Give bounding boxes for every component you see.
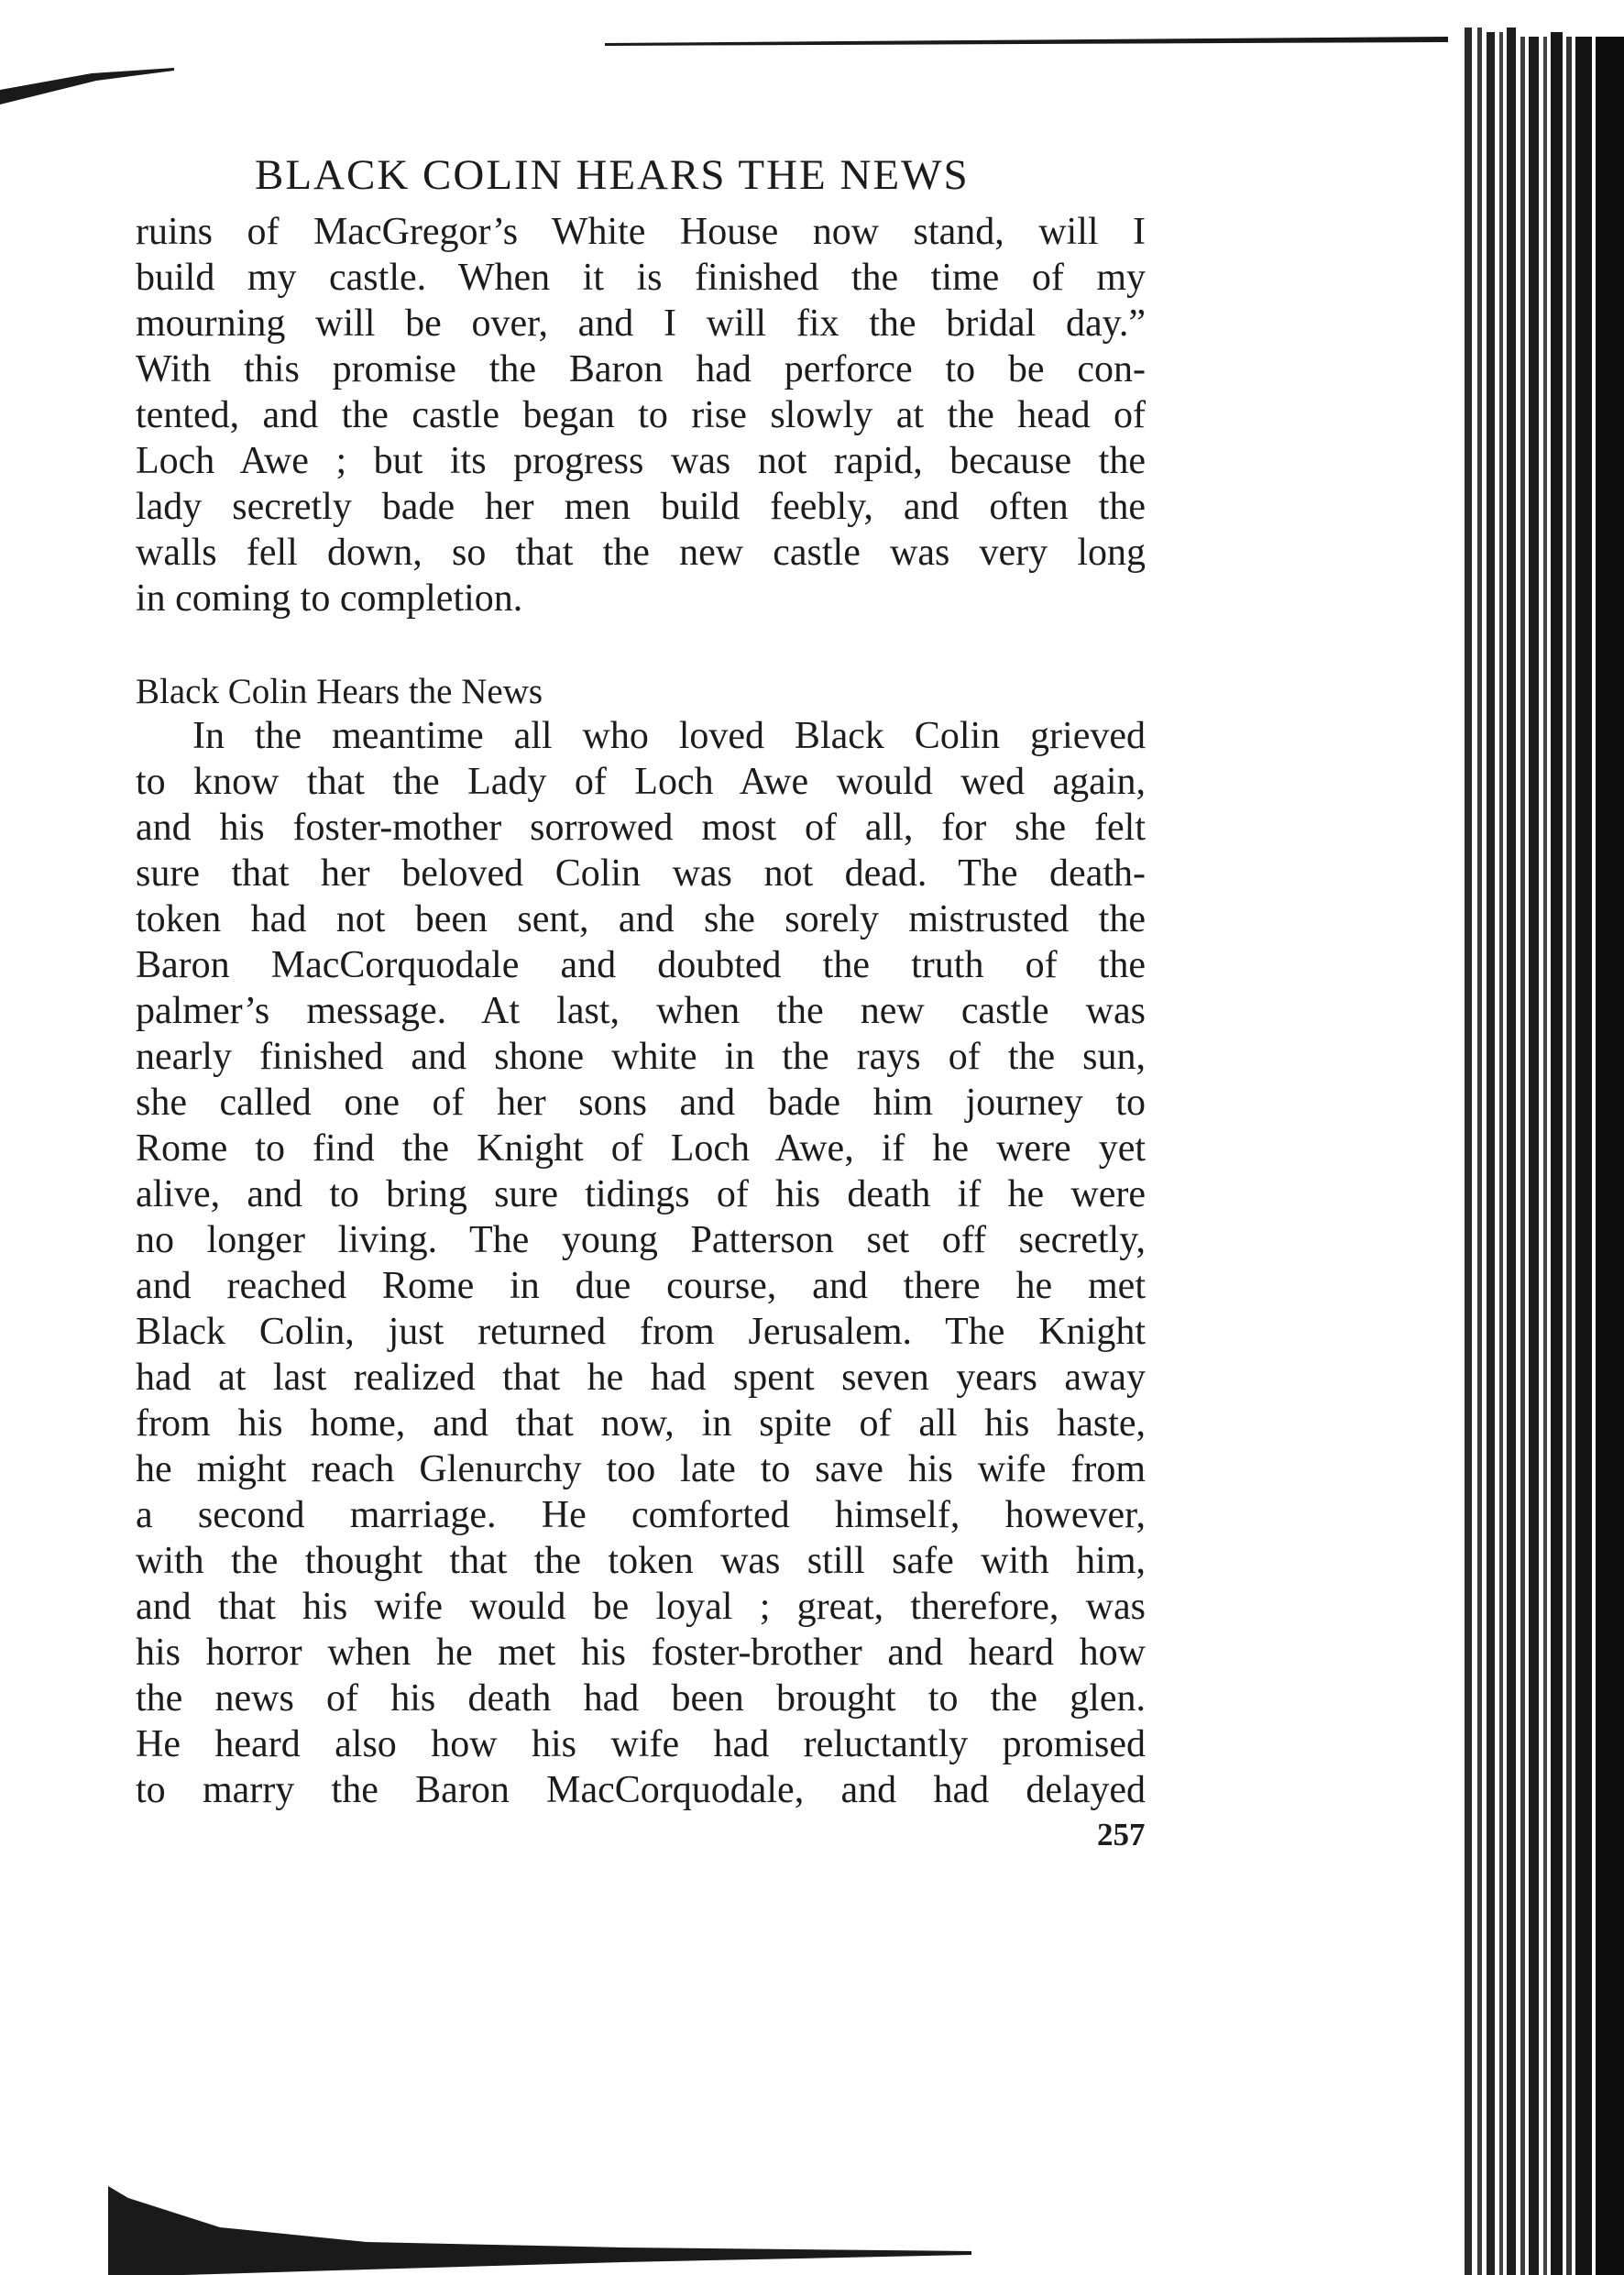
text-line: Rome to find the Knight of Loch Awe, if he were yet — [136, 1127, 1146, 1170]
text-line: to know that the Lady of Loch Awe would wed again, — [136, 761, 1146, 803]
section-heading: Black Colin Hears the News — [136, 672, 543, 711]
text-line: and his foster-mother sorrowed most of all, for she felt — [136, 807, 1146, 849]
text-line: Black Colin, just returned from Jerusalem. The Knight — [136, 1311, 1146, 1353]
text-line: the news of his death had been brought to the glen. — [136, 1677, 1146, 1720]
text-line: build my castle. When it is finished the time of my — [136, 257, 1146, 299]
text-line: nearly finished and shone white in the rays of the sun, — [136, 1036, 1146, 1078]
text-line: he might reach Glenurchy too late to save his wife from — [136, 1448, 1146, 1490]
top-edge-rule — [605, 37, 1448, 46]
text-line: his horror when he met his foster-brother and heard how — [136, 1632, 1146, 1674]
text-line: In the meantime all who loved Black Colin grieved — [192, 715, 1146, 757]
text-line: a second marriage. He comforted himself, however, — [136, 1494, 1146, 1536]
text-line: and that his wife would be loyal ; great, therefore, was — [136, 1586, 1146, 1628]
text-line: Loch Awe ; but its progress was not rapid, because the — [136, 440, 1146, 482]
bottom-left-smudge — [108, 2186, 971, 2275]
text-line: token had not been sent, and she sorely mistrusted the — [136, 898, 1146, 940]
text-line: tented, and the castle began to rise slowly at the head of — [136, 394, 1146, 436]
text-line: Baron MacCorquodale and doubted the truth of the — [136, 944, 1146, 986]
text-line: in coming to completion. — [136, 577, 523, 620]
page-number: 257 — [1097, 1817, 1146, 1852]
text-line: sure that her beloved Colin was not dead. The death- — [136, 852, 1146, 895]
text-line: no longer living. The young Patterson set off secretly, — [136, 1219, 1146, 1261]
text-line: she called one of her sons and bade him journey to — [136, 1082, 1146, 1124]
binding-shadow — [1453, 0, 1624, 2275]
text-line: ruins of MacGregor’s White House now stand, will I — [136, 211, 1146, 253]
text-line: from his home, and that now, in spite of all his haste, — [136, 1402, 1146, 1445]
text-line: had at last realized that he had spent seven years away — [136, 1357, 1146, 1399]
text-line: With this promise the Baron had perforce to be con- — [136, 348, 1146, 390]
running-head-text: BLACK COLIN HEARS THE NEWS — [255, 151, 970, 199]
text-line: palmer’s message. At last, when the new castle was — [136, 990, 1146, 1032]
text-line: and reached Rome in due course, and there he met — [136, 1265, 1146, 1307]
text-line: He heard also how his wife had reluctantly promised — [136, 1723, 1146, 1765]
text-line: to marry the Baron MacCorquodale, and had delayed — [136, 1769, 1146, 1811]
text-line: with the thought that the token was still safe with him, — [136, 1540, 1146, 1582]
top-left-smudge — [0, 68, 174, 104]
text-line: mourning will be over, and I will fix the bridal day.” — [136, 302, 1146, 345]
text-line: walls fell down, so that the new castle was very long — [136, 532, 1146, 574]
text-line: alive, and to bring sure tidings of his death if he were — [136, 1173, 1146, 1215]
text-line: lady secretly bade her men build feebly, and often the — [136, 486, 1146, 528]
